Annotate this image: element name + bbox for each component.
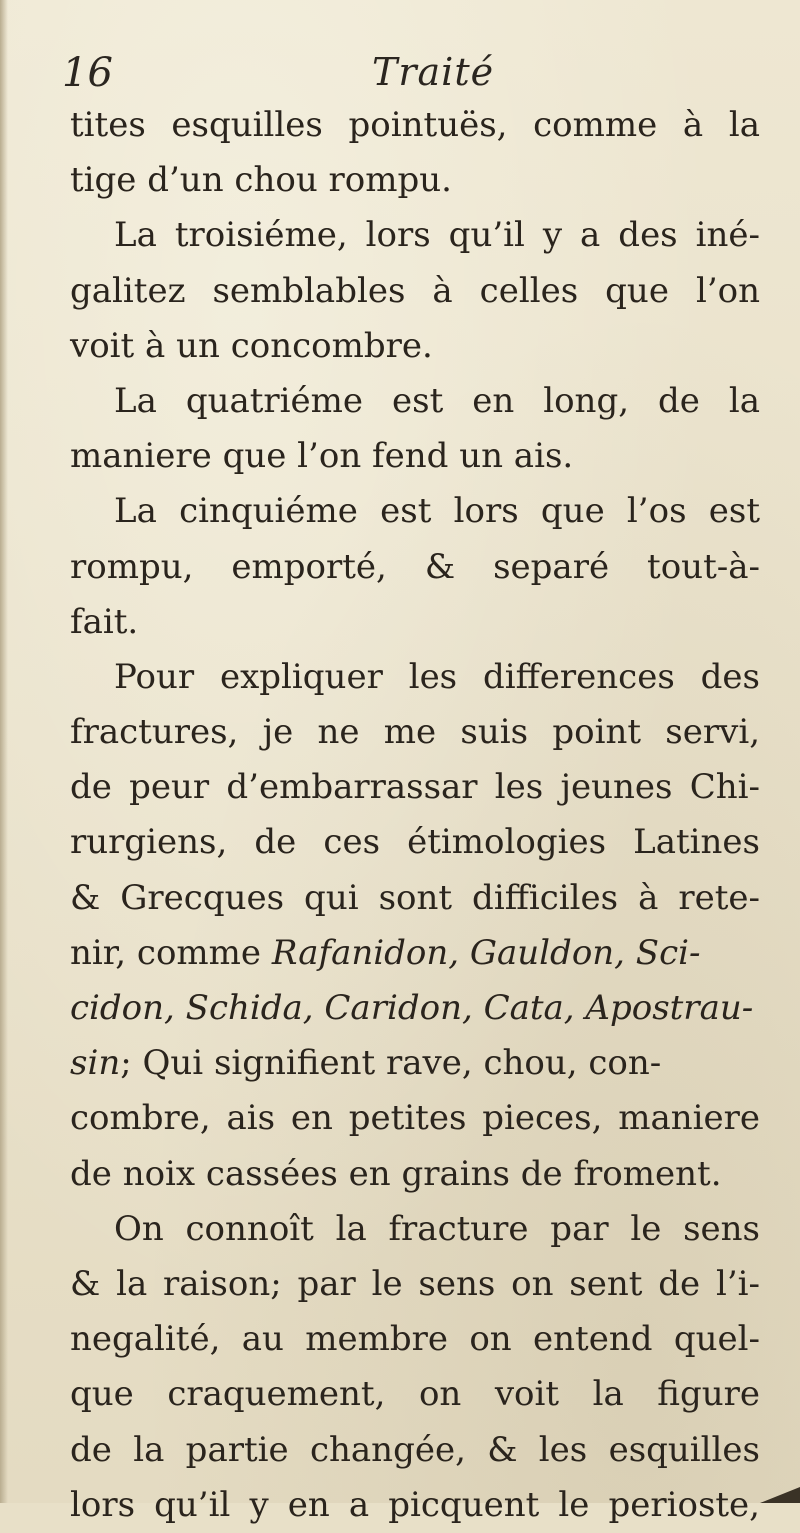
text-line: de la partie changée, & les esquilles [70, 1429, 760, 1470]
text-line: fractures, je ne me suis point servi, [70, 712, 760, 753]
text-line: & Grecques qui sont difficiles à rete- [70, 877, 760, 918]
text-line: voit à un concombre. [70, 325, 433, 366]
page-corner-shadow [760, 1487, 800, 1503]
text-line [70, 1036, 760, 1091]
page-number: 16 [62, 50, 113, 96]
text-line: cidon, Schida, Caridon, Cata, Apostrau- [70, 988, 754, 1028]
text-line: negalité, au membre on entend quel- [70, 1319, 760, 1360]
text-line: tige d’un chou rompu. [70, 160, 452, 201]
text-line: de peur d’embarrassar les jeunes Chi- [70, 767, 760, 808]
binding-gutter [0, 0, 8, 1503]
text-line: La quatriéme est en long, de la [114, 380, 760, 421]
text-line: fait. [70, 601, 139, 642]
text-line: & la raison; par le sens on sent de l’i- [70, 1263, 760, 1304]
text-line: La troisiéme, lors qu’il y a des iné- [114, 215, 760, 256]
text-segment: ; Qui signifient rave, chou, con- [120, 1043, 662, 1084]
text-line [70, 926, 760, 981]
italic-terms: Rafanidon, Gauldon, Sci- [271, 932, 701, 973]
page-header [62, 50, 752, 102]
text-segment: nir, comme [70, 932, 272, 973]
text-line: de noix cassées en grains de froment. [70, 1153, 722, 1194]
text-line: maniere que l’on fend un ais. [70, 436, 574, 477]
text-line: que craquement, on voit la figure [70, 1374, 760, 1415]
running-title: Traité [372, 50, 495, 94]
text-line: On connoît la fracture par le sens [114, 1208, 760, 1249]
body-text [70, 98, 760, 1533]
text-line: rompu, emporté, & separé tout-à- [70, 546, 760, 587]
text-line: lors qu’il y en a picquent le perioste, [70, 1484, 760, 1525]
text-line: galitez semblables à celles que l’on [70, 270, 760, 311]
italic-term: sin [70, 1043, 121, 1084]
text-line: Pour expliquer les differences des [114, 656, 760, 697]
text-line: La cinquiéme est lors que l’os est [114, 491, 760, 532]
text-line: combre, ais en petites pieces, maniere [70, 1098, 760, 1139]
text-line: tites esquilles pointuës, comme à la [70, 105, 760, 145]
text-line: rurgiens, de ces étimologies Latines [70, 822, 760, 863]
